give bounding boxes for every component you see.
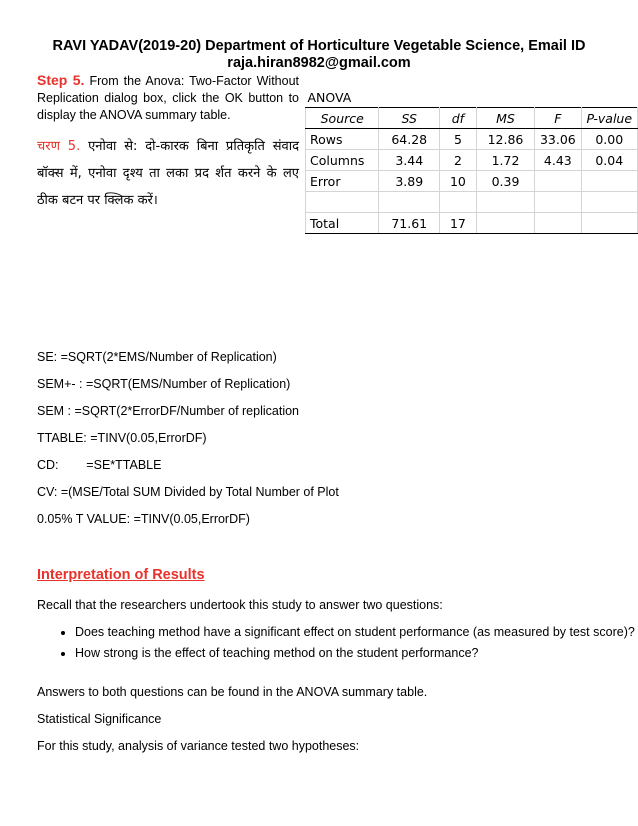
anova-table <box>305 87 638 234</box>
cell-ms: 1.72 <box>476 150 534 171</box>
header-ss: SS <box>379 108 440 129</box>
step-label: Step 5. <box>37 72 85 88</box>
cell-f <box>535 171 581 192</box>
header-df: df <box>440 108 477 129</box>
cell-p-value: 0.00 <box>581 129 637 150</box>
cell-p-value <box>581 213 637 234</box>
formula-cd: CD: =SE*TTABLE <box>37 458 162 472</box>
cell-ss: 3.44 <box>379 150 440 171</box>
cell-df <box>440 192 477 213</box>
cell-f: 4.43 <box>535 150 581 171</box>
cell-df: 10 <box>440 171 477 192</box>
list-item: • How strong is the effect of teaching method on the student performance? <box>75 645 638 662</box>
formula-se: SE: =SQRT(2*EMS/Number of Replication) <box>37 350 277 364</box>
cell-ms: 12.86 <box>476 129 534 150</box>
formula-list <box>37 348 339 537</box>
header-line-2: raja.hiran8982@gmail.com <box>227 55 411 71</box>
cell-f <box>535 192 581 213</box>
cell-ss <box>379 192 440 213</box>
anova-header-row <box>306 108 638 129</box>
header-ms: MS <box>476 108 534 129</box>
interpretation-intro: Recall that the researchers undertook this study to answer two questions: <box>37 598 443 612</box>
cell-ss: 71.61 <box>379 213 440 234</box>
cell-f <box>535 213 581 234</box>
header-line-1: RAVI YADAV(2019-20) Department of Horticulture Vegetable Science, Email ID <box>52 38 586 54</box>
formula-ttable: TTABLE: =TINV(0.05,ErrorDF) <box>37 431 207 445</box>
header-source: Source <box>306 108 379 129</box>
formula-t-value: 0.05% T VALUE: =TINV(0.05,ErrorDF) <box>37 512 250 526</box>
cell-source <box>306 192 379 213</box>
formula-cv: CV: =(MSE/Total SUM Divided by Total Number of Plot <box>37 485 339 499</box>
header-p-value: P-value <box>581 108 637 129</box>
cell-p-value: 0.04 <box>581 150 637 171</box>
significance-heading: Statistical Significance <box>37 712 162 726</box>
step-text: From the Anova: Two-Factor Without Replication dialog box, click the OK button to display the ANOVA summary table. <box>37 74 299 122</box>
cell-source: Total <box>306 213 379 234</box>
cell-ms <box>476 213 534 234</box>
cell-p-value <box>581 171 637 192</box>
hypotheses-paragraph: For this study, analysis of variance tested two hypotheses: <box>37 739 360 753</box>
header-f: F <box>535 108 581 129</box>
table-row-total <box>306 213 638 234</box>
table-row <box>306 192 638 213</box>
page-header <box>0 38 638 72</box>
step-5-hindi <box>37 133 299 214</box>
table-row <box>306 171 638 192</box>
step-5-instructions <box>37 72 299 124</box>
table-row <box>306 129 638 150</box>
cell-df: 5 <box>440 129 477 150</box>
formula-sem-plus-minus: SEM+- : =SQRT(EMS/Number of Replication) <box>37 377 291 391</box>
list-item: • Does teaching method have a significant effect on student performance (as measured by test score)? <box>75 624 638 641</box>
cell-source: Error <box>306 171 379 192</box>
cell-df: 17 <box>440 213 477 234</box>
cell-ss: 64.28 <box>379 129 440 150</box>
interpretation-heading: Interpretation of Results <box>37 567 205 583</box>
cell-ss: 3.89 <box>379 171 440 192</box>
hindi-step-text: एनोवा से: दो-कारक बिना प्रतिकृति संवाद बॉक्स में, एनोवा दृश्य ता लका प्रद र्शत करने के लए ठीक बटन पर क्लिक करें। <box>37 139 299 208</box>
cell-source: Columns <box>306 150 379 171</box>
answers-paragraph: Answers to both questions can be found in the ANOVA summary table. <box>37 685 428 699</box>
cell-df: 2 <box>440 150 477 171</box>
table-row <box>306 150 638 171</box>
hindi-step-label: चरण 5. <box>37 139 81 154</box>
cell-p-value <box>581 192 637 213</box>
question-list <box>37 624 638 666</box>
cell-ms: 0.39 <box>476 171 534 192</box>
cell-f: 33.06 <box>535 129 581 150</box>
anova-title: ANOVA <box>307 89 352 105</box>
cell-source: Rows <box>306 129 379 150</box>
cell-ms <box>476 192 534 213</box>
formula-sem: SEM : =SQRT(2*ErrorDF/Number of replication <box>37 404 299 418</box>
